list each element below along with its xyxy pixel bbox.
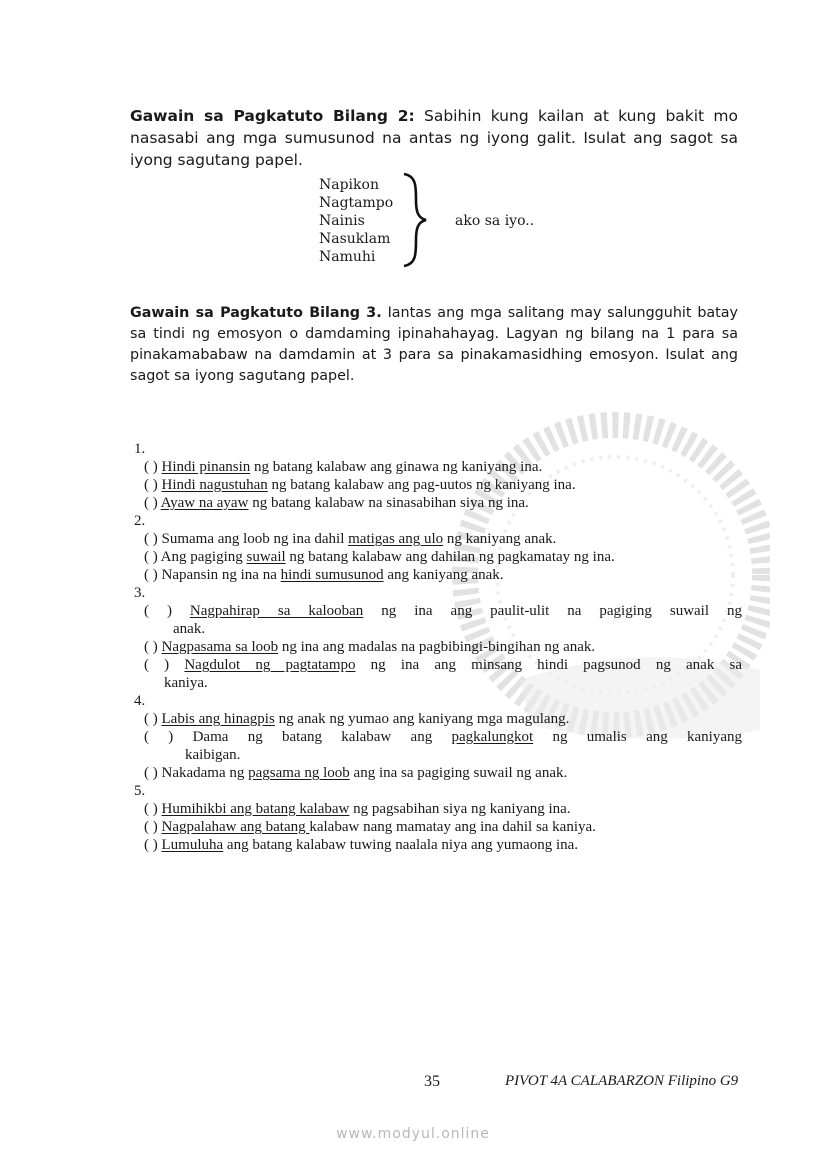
list-item: ( ) Nagpalahaw ang batang kalabaw nang mamatay ang ina dahil sa kaniya. <box>144 819 596 835</box>
list-item: ( ) Sumama ang loob ng ina dahil matigas ang ulo ng kaniyang anak. <box>144 531 557 547</box>
list-item: ( ) Dama ng batang kalabaw ang pagkalungkot ng umalis ang kaniyang <box>144 729 743 745</box>
list-item: ( ) Nagpahirap sa kalooban ng ina ang paulit-ulit na pagiging suwail ng <box>144 603 742 619</box>
gawain-3-instructions <box>130 303 738 387</box>
list-item: ( ) Napansin ng ina na hindi sumusunod ang kaniyang anak. <box>144 567 504 583</box>
ako-sa-iyo-label: ako sa iyo.. <box>455 213 535 229</box>
site-watermark: www.modyul.online <box>336 1126 490 1142</box>
list-item-continuation: anak. <box>173 621 206 637</box>
anger-level-item: Nainis <box>319 213 365 229</box>
list-item-continuation: kaniya. <box>164 675 208 691</box>
list-item: ( ) Hindi nagustuhan ng batang kalabaw ang pag-uutos ng kaniyang ina. <box>144 477 576 493</box>
anger-level-item: Napikon <box>319 177 379 193</box>
anger-level-item: Nagtampo <box>319 195 394 211</box>
list-item-continuation: kaibigan. <box>185 747 241 763</box>
list-item: ( ) Nagpasama sa loob ng ina ang madalas na pagbibingi-bingihan ng anak. <box>144 639 596 655</box>
anger-level-item: Nasuklam <box>319 231 391 247</box>
gawain-2-title: Gawain sa Pagkatuto Bilang 2: <box>130 107 415 125</box>
gawain-2-instructions <box>130 105 738 171</box>
item-number: 5. <box>134 783 146 799</box>
item-number: 3. <box>134 585 146 601</box>
curly-brace-icon <box>400 170 430 270</box>
gawain-3-title: Gawain sa Pagkatuto Bilang 3. <box>130 305 382 321</box>
footer-title: PIVOT 4A CALABARZON Filipino G9 <box>505 1073 739 1089</box>
exercise-list <box>130 440 742 854</box>
gawain-2-text: Sabihin kung kailan at kung bakit mo nasasabi ang mga sumusunod na antas ng iyong galit. Isulat ang sagot sa iyong sagutang papel. <box>130 107 738 169</box>
list-item: ( ) Nagdulot ng pagtatampo ng ina ang minsang hindi pagsunod ng anak sa <box>144 657 742 673</box>
page-number: 35 <box>424 1073 440 1090</box>
anger-levels-list <box>319 176 393 266</box>
list-item: ( ) Ayaw na ayaw ng batang kalabaw na sinasabihan siya ng ina. <box>144 495 529 511</box>
item-number: 1. <box>134 441 146 457</box>
item-number: 4. <box>134 693 146 709</box>
list-item: ( ) Labis ang hinagpis ng anak ng yumao ang kaniyang mga magulang. <box>144 711 570 727</box>
list-item: ( ) Ang pagiging suwail ng batang kalabaw ang dahilan ng pagkamatay ng ina. <box>144 549 615 565</box>
list-item: ( ) Hindi pinansin ng batang kalabaw ang ginawa ng kaniyang ina. <box>144 459 543 475</box>
gawain-3-text: Iantas ang mga salitang may salungguhit batay sa tindi ng emosyon o damdaming ipinahahayag. Lagyan ng bilang na 1 para sa pinakamababaw na damdamin at 3 para sa pinakamasidhing emosyon. Isulat ang sagot sa iyong sagutang papel. <box>130 305 739 384</box>
anger-level-item: Namuhi <box>319 249 376 265</box>
list-item: ( ) Lumuluha ang batang kalabaw tuwing naalala niya ang yumaong ina. <box>144 837 579 853</box>
list-item: ( ) Nakadama ng pagsama ng loob ang ina sa pagiging suwail ng anak. <box>144 765 568 781</box>
item-number: 2. <box>134 513 146 529</box>
list-item: ( ) Humihikbi ang batang kalabaw ng pagsabihan siya ng kaniyang ina. <box>144 801 571 817</box>
